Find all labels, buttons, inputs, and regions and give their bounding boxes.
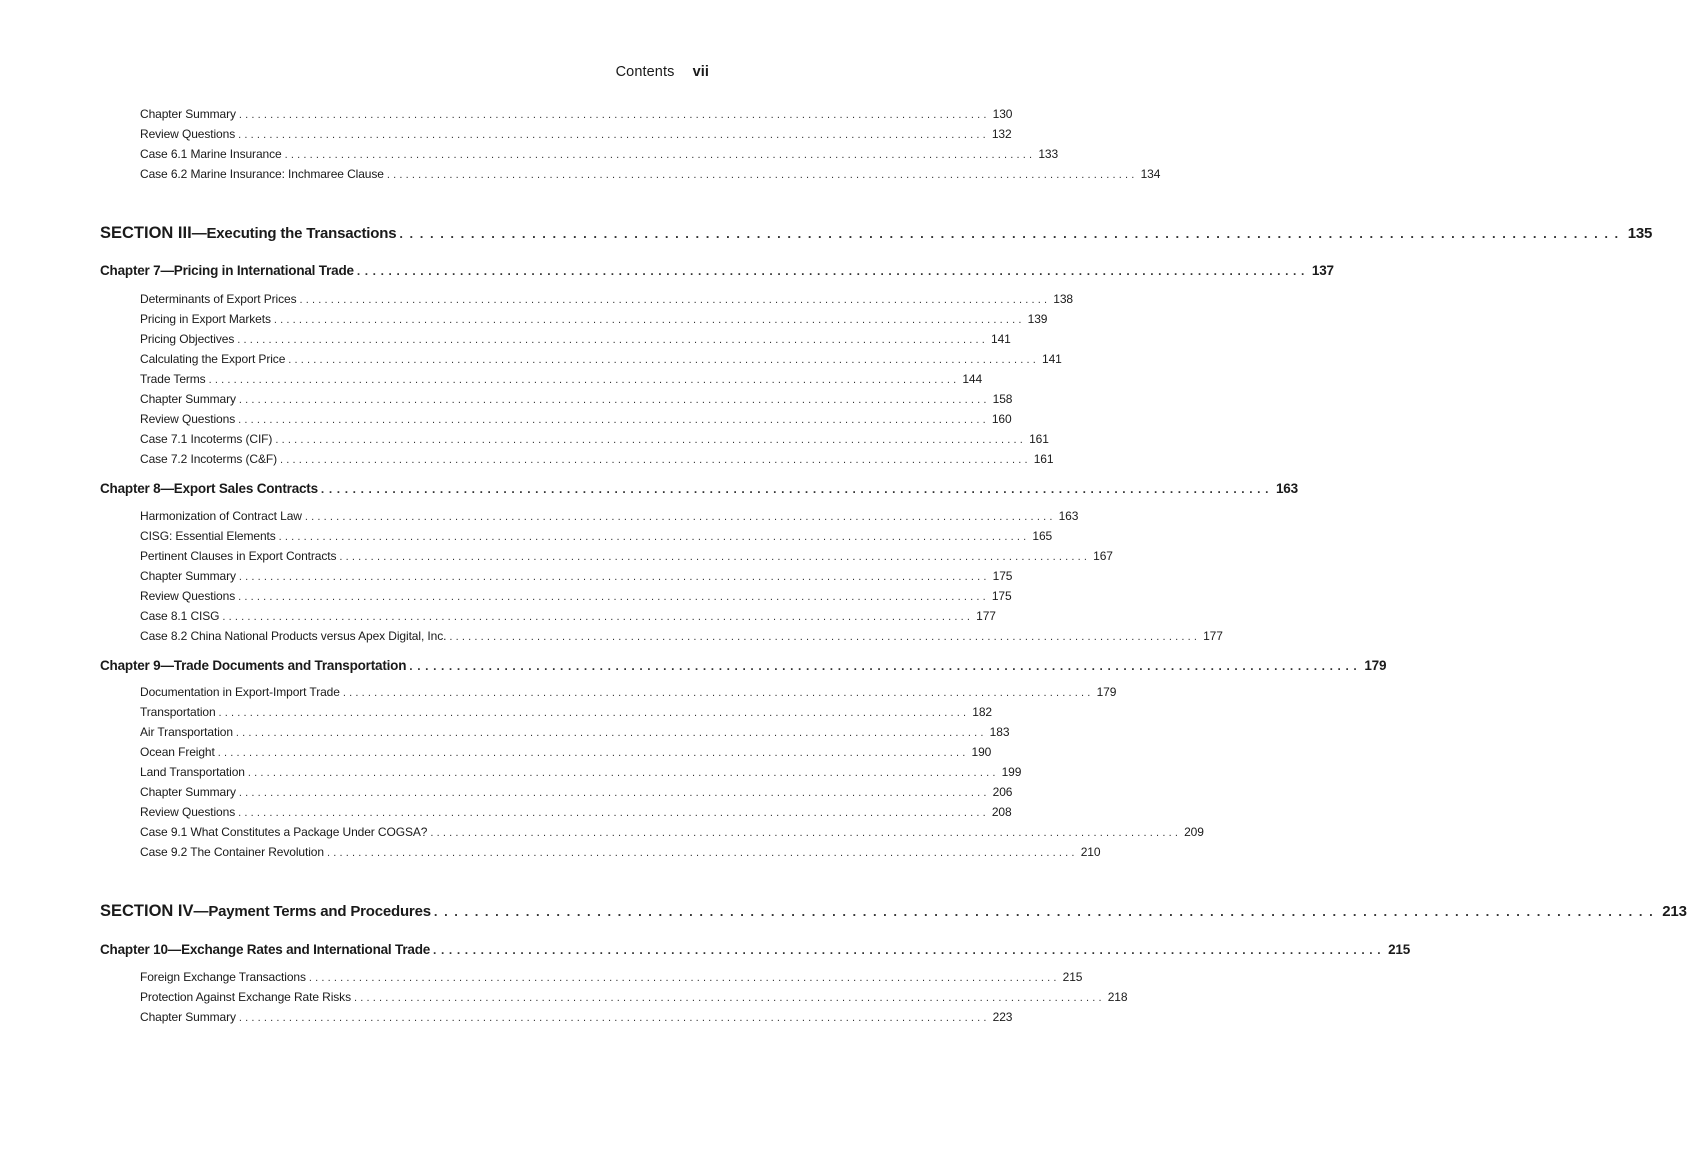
toc-entry-title: Ocean Freight xyxy=(140,745,215,759)
toc-entry[interactable] xyxy=(140,548,1113,564)
toc-entry-page: 215 xyxy=(1062,970,1083,984)
toc-entry[interactable] xyxy=(140,291,1073,307)
toc-entry[interactable] xyxy=(140,166,1161,182)
toc-entry-title: Trade Terms xyxy=(140,372,206,386)
dot-leader: ........................................................................................................................ xyxy=(238,129,989,141)
toc-entry[interactable] xyxy=(140,391,1013,407)
toc-entry[interactable] xyxy=(140,311,1048,327)
toc-entry-page: 190 xyxy=(971,745,992,759)
toc-entry-title: Chapter Summary xyxy=(140,569,236,583)
toc-entry-page: 144 xyxy=(962,372,983,386)
toc-entry-page: 139 xyxy=(1027,312,1048,326)
toc-entry[interactable] xyxy=(140,371,983,387)
toc-entry-title: Case 6.2 Marine Insurance: Inchmaree Clause xyxy=(140,167,384,181)
toc-entry-page: 209 xyxy=(1184,825,1204,839)
toc-entry[interactable] xyxy=(140,508,1079,524)
toc-entry-page: 167 xyxy=(1093,549,1113,563)
toc-entry-title: Protection Against Exchange Rate Risks xyxy=(140,990,351,1004)
toc-entry[interactable] xyxy=(140,146,1059,162)
toc-entry-title: Chapter Summary xyxy=(140,785,236,799)
toc-entry-page: 141 xyxy=(1042,352,1062,366)
toc-entry-title: Air Transportation xyxy=(140,725,233,739)
toc-entry[interactable] xyxy=(140,844,1101,860)
toc-entry-title: Case 8.2 China National Products versus Apex Digital, Inc. xyxy=(140,629,447,643)
toc-entry[interactable] xyxy=(140,724,1010,740)
dot-leader: ........................................................................................................................ xyxy=(208,374,960,386)
dot-leader: ........................................................................................................................ xyxy=(288,354,1040,366)
toc-entry-page: 208 xyxy=(991,805,1012,819)
toc-entry-page: 199 xyxy=(1001,765,1022,779)
running-header-title: Contents xyxy=(615,64,675,80)
toc-entry[interactable] xyxy=(140,126,1012,142)
dot-leader: ........................................................................................................................ xyxy=(278,531,1030,543)
dot-leader: ........................................................................................................................ xyxy=(299,294,1051,306)
toc-entry-page: 134 xyxy=(1140,167,1161,181)
toc-entry-page: 206 xyxy=(992,785,1013,799)
dot-leader: ........................................................................................................................ xyxy=(238,571,990,583)
toc-entry[interactable] xyxy=(140,704,993,720)
toc-entry-title: Review Questions xyxy=(140,805,236,819)
toc-entry-title: Pertinent Clauses in Export Contracts xyxy=(140,549,337,563)
toc-entry-page: 177 xyxy=(1203,629,1223,643)
running-header xyxy=(616,64,709,80)
toc-section-4[interactable] xyxy=(100,900,1687,922)
toc-entry[interactable] xyxy=(140,1009,1013,1025)
toc-entry[interactable] xyxy=(140,744,992,760)
toc-entry[interactable] xyxy=(140,784,1013,800)
toc-entry-page: 165 xyxy=(1032,529,1053,543)
toc-entry-page: 223 xyxy=(992,1010,1013,1024)
dot-leader: ........................................................................................................................ xyxy=(217,747,969,759)
toc-entry-page: 218 xyxy=(1107,990,1128,1004)
toc-section-label: SECTION IV xyxy=(100,902,194,920)
toc-section-page: 135 xyxy=(1627,225,1653,242)
toc-entry-title: Review Questions xyxy=(140,412,236,426)
dot-leader: ........................................................................................................................ xyxy=(275,434,1027,446)
toc-entry[interactable] xyxy=(140,528,1053,544)
dot-leader: ........................................................................................................................ xyxy=(339,551,1091,563)
toc-chapter-9[interactable] xyxy=(100,657,1387,675)
toc-entry-title: Review Questions xyxy=(140,589,236,603)
dot-leader: ........................................................................................................................ xyxy=(353,992,1105,1004)
dot-leader: ........................................................................................................................ xyxy=(399,226,1625,241)
toc-section-page: 213 xyxy=(1662,903,1687,920)
toc-entry-page: 177 xyxy=(976,609,996,623)
dot-leader: ........................................................................................................................ xyxy=(320,482,1273,496)
dot-leader: ........................................................................................................................ xyxy=(238,787,990,799)
toc-entry-page: 210 xyxy=(1080,845,1101,859)
toc-entry-title: CISG: Essential Elements xyxy=(140,529,276,543)
toc-chapter-7[interactable] xyxy=(100,262,1334,280)
toc-entry[interactable] xyxy=(140,331,1011,347)
toc-entry-title: Case 6.1 Marine Insurance xyxy=(140,147,282,161)
dot-leader: ........................................................................................................................ xyxy=(433,904,1660,919)
toc-entry-page: 158 xyxy=(992,392,1013,406)
dot-leader: ........................................................................................................................ xyxy=(430,827,1182,839)
toc-chapter-title: Chapter 7—Pricing in International Trade xyxy=(100,263,354,278)
toc-section-title xyxy=(100,900,431,923)
dot-leader: ........................................................................................................................ xyxy=(218,707,970,719)
dot-leader: ........................................................................................................................ xyxy=(342,687,1094,699)
toc-entry-page: 163 xyxy=(1058,509,1079,523)
dot-leader: ........................................................................................................................ xyxy=(238,1012,990,1024)
dot-leader: ........................................................................................................................ xyxy=(449,631,1201,643)
toc-entry-page: 175 xyxy=(992,569,1013,583)
dot-leader: ........................................................................................................................ xyxy=(409,659,1362,673)
toc-chapter-10[interactable] xyxy=(100,941,1411,959)
toc-entry-title: Case 7.2 Incoterms (C&F) xyxy=(140,452,277,466)
toc-entry[interactable] xyxy=(140,969,1083,985)
toc-entry[interactable] xyxy=(140,106,1013,122)
toc-chapter-title: Chapter 8—Export Sales Contracts xyxy=(100,481,318,496)
dot-leader: ........................................................................................................................ xyxy=(326,847,1078,859)
toc-entry-title: Foreign Exchange Transactions xyxy=(140,970,306,984)
toc-entry-page: 138 xyxy=(1053,292,1073,306)
toc-entry-title: Calculating the Export Price xyxy=(140,352,286,366)
toc-entry-page: 179 xyxy=(1096,685,1117,699)
toc-entry-title: Chapter Summary xyxy=(140,1010,236,1024)
dot-leader: ........................................................................................................................ xyxy=(273,314,1025,326)
toc-entry-title: Determinants of Export Prices xyxy=(140,292,297,306)
toc-chapter-title: Chapter 9—Trade Documents and Transportation xyxy=(100,658,407,673)
toc-entry-title: Pricing Objectives xyxy=(140,332,235,346)
toc-entry-page: 160 xyxy=(991,412,1012,426)
toc-entry[interactable] xyxy=(140,588,1012,604)
toc-entry-page: 161 xyxy=(1033,452,1054,466)
toc-entry-title: Case 7.1 Incoterms (CIF) xyxy=(140,432,273,446)
toc-entry[interactable] xyxy=(140,989,1128,1005)
page-number: vii xyxy=(692,64,709,80)
toc-entry[interactable] xyxy=(140,451,1054,467)
toc-chapter-page: 215 xyxy=(1388,942,1411,957)
dot-leader: ........................................................................................................................ xyxy=(235,727,987,739)
toc-entry[interactable] xyxy=(140,431,1049,447)
toc-entry-page: 130 xyxy=(992,107,1013,121)
dot-leader: ........................................................................................................................ xyxy=(356,264,1309,278)
toc-entry-page: 182 xyxy=(972,705,993,719)
dot-leader: ........................................................................................................................ xyxy=(238,807,989,819)
dot-leader: ........................................................................................................................ xyxy=(222,611,974,623)
toc-entry[interactable] xyxy=(140,351,1062,367)
dot-leader: ........................................................................................................................ xyxy=(279,454,1031,466)
toc-entry-title: Harmonization of Contract Law xyxy=(140,509,302,523)
toc-section-subtitle: —Executing the Transactions xyxy=(191,225,397,242)
dot-leader: ........................................................................................................................ xyxy=(238,591,989,603)
toc-entry[interactable] xyxy=(140,764,1022,780)
dot-leader: ........................................................................................................................ xyxy=(237,334,988,346)
toc-entry-title: Case 9.1 What Constitutes a Package Under COGSA? xyxy=(140,825,428,839)
toc-entry-title: Case 8.1 CISG xyxy=(140,609,220,623)
toc-chapter-8[interactable] xyxy=(100,480,1298,498)
toc-entry-title: Documentation in Export-Import Trade xyxy=(140,685,340,699)
dot-leader: ........................................................................................................................ xyxy=(304,511,1056,523)
toc-entry-title: Review Questions xyxy=(140,127,236,141)
toc-section-label: SECTION III xyxy=(100,224,192,242)
toc-entry[interactable] xyxy=(140,684,1117,700)
dot-leader: ........................................................................................................................ xyxy=(386,169,1138,181)
toc-entry[interactable] xyxy=(140,411,1012,427)
toc-entry[interactable] xyxy=(140,568,1013,584)
toc-section-3[interactable] xyxy=(100,222,1653,244)
toc-chapter-page: 163 xyxy=(1276,481,1298,496)
toc-chapter-page: 137 xyxy=(1311,263,1334,278)
toc-chapter-page: 179 xyxy=(1364,658,1387,673)
toc-entry[interactable] xyxy=(140,804,1012,820)
dot-leader: ........................................................................................................................ xyxy=(433,943,1386,957)
dot-leader: ........................................................................................................................ xyxy=(238,394,990,406)
toc-entry-page: 175 xyxy=(991,589,1012,603)
toc-entry-page: 161 xyxy=(1029,432,1049,446)
toc-entry[interactable] xyxy=(140,824,1204,840)
toc-entry-title: Case 9.2 The Container Revolution xyxy=(140,845,324,859)
toc-entry-title: Chapter Summary xyxy=(140,392,236,406)
dot-leader: ........................................................................................................................ xyxy=(238,414,989,426)
dot-leader: ........................................................................................................................ xyxy=(238,109,990,121)
toc-chapter-title: Chapter 10—Exchange Rates and International Trade xyxy=(100,942,431,957)
toc-entry[interactable] xyxy=(140,628,1223,644)
dot-leader: ........................................................................................................................ xyxy=(247,767,999,779)
toc-entry-page: 141 xyxy=(991,332,1011,346)
toc-entry-title: Pricing in Export Markets xyxy=(140,312,271,326)
toc-entry-page: 132 xyxy=(991,127,1012,141)
toc-entry-title: Land Transportation xyxy=(140,765,245,779)
toc-section-subtitle: —Payment Terms and Procedures xyxy=(193,903,431,920)
dot-leader: ........................................................................................................................ xyxy=(308,972,1060,984)
toc-entry-page: 133 xyxy=(1038,147,1059,161)
dot-leader: ........................................................................................................................ xyxy=(284,149,1036,161)
toc-entry-title: Transportation xyxy=(140,705,216,719)
toc-entry-page: 183 xyxy=(989,725,1010,739)
toc-entry-title: Chapter Summary xyxy=(140,107,236,121)
toc-entry[interactable] xyxy=(140,608,996,624)
toc-section-title xyxy=(100,222,396,245)
